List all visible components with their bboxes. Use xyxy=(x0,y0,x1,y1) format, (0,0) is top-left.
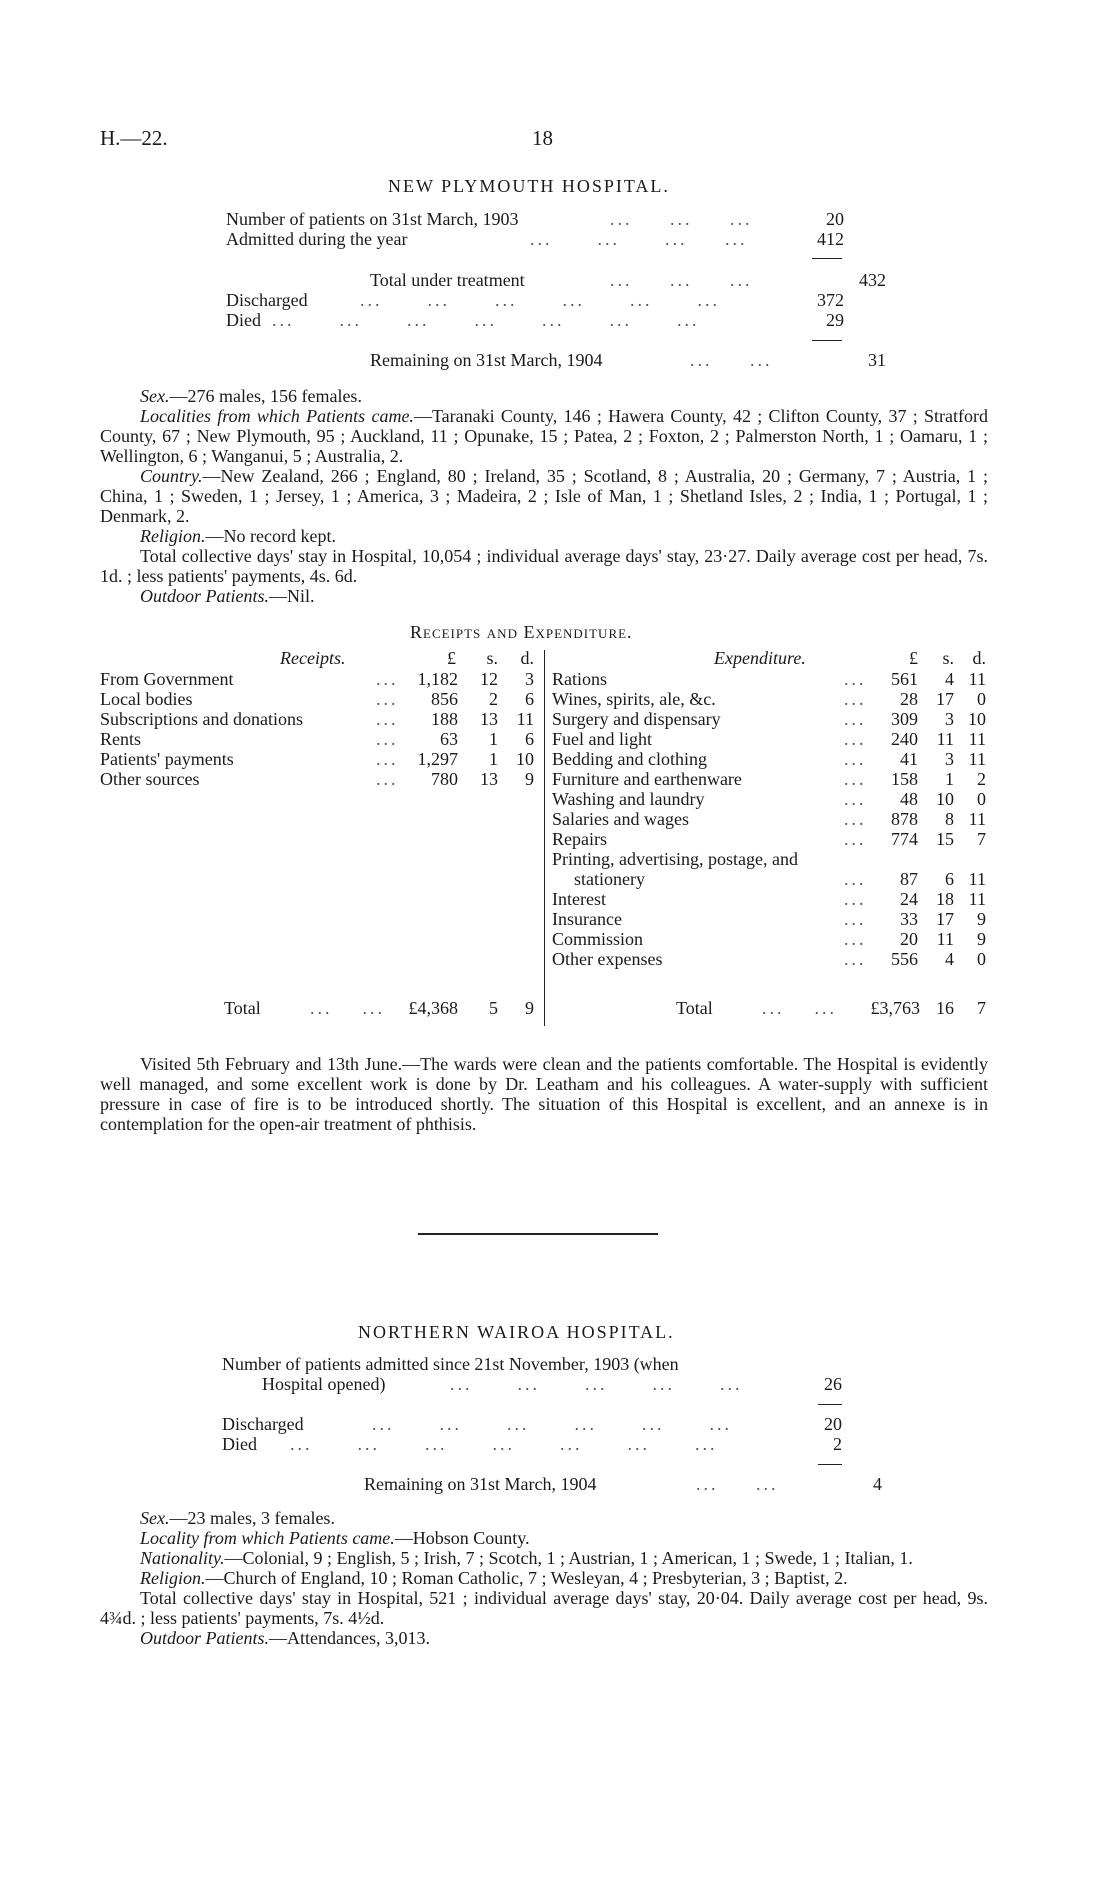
nw-outdoor xyxy=(100,1628,988,1648)
expenditure-shillings: 15 xyxy=(936,829,954,849)
expenditure-label: Washing and laundry xyxy=(552,789,705,809)
page-reference: H.—22. xyxy=(100,126,168,150)
np-sex xyxy=(100,386,988,406)
receipt-pence: 10 xyxy=(516,749,534,769)
receipts-total-pounds: £4,368 xyxy=(408,998,458,1018)
expenditure-pence: 11 xyxy=(968,809,986,829)
leader-dots: ... xyxy=(844,689,867,709)
np-religion-label: Religion. xyxy=(140,526,206,546)
receipt-shillings: 1 xyxy=(489,749,498,769)
expenditure-label: Repairs xyxy=(552,829,607,849)
leader-dots: ... ... xyxy=(310,998,385,1018)
nw-discharged-value: 20 xyxy=(824,1414,842,1434)
expenditure-shillings: 10 xyxy=(936,789,954,809)
expenditure-shillings: 4 xyxy=(945,949,954,969)
expenditure-pence: 0 xyxy=(977,949,986,969)
table-divider xyxy=(544,650,545,1026)
expenditure-shillings: 18 xyxy=(936,889,954,909)
section-title-northern-wairoa: NORTHERN WAIROA HOSPITAL. xyxy=(358,1322,675,1342)
nw-sex-text: —23 males, 3 females. xyxy=(169,1508,335,1528)
expenditure-pence: 11 xyxy=(968,889,986,909)
expenditure-heading: Expenditure. xyxy=(714,648,806,668)
expenditure-pounds: 28 xyxy=(900,689,918,709)
receipt-pounds: 1,297 xyxy=(417,749,458,769)
expenditure-pounds: 878 xyxy=(891,809,918,829)
nw-locality-text: —Hobson County. xyxy=(394,1528,530,1548)
expenditure-label: Furniture and earthenware xyxy=(552,769,742,789)
expenditure-shillings: 11 xyxy=(936,729,954,749)
leader-dots: ... xyxy=(376,749,399,769)
leader-dots: ... xyxy=(376,769,399,789)
nw-died-value: 2 xyxy=(833,1434,842,1454)
leader-dots: ... ... ... xyxy=(610,209,753,229)
expenditure-col-pence: d. xyxy=(972,648,986,668)
expenditure-pounds: 24 xyxy=(900,889,918,909)
expenditure-pounds: 87 xyxy=(900,869,918,889)
expenditure-label: Printing, advertising, postage, and xyxy=(552,849,798,869)
np-sex-label: Sex. xyxy=(140,386,170,406)
np-died-value: 29 xyxy=(826,310,844,330)
np-discharged-label: Discharged xyxy=(226,290,308,310)
expenditure-label: Commission xyxy=(552,929,644,949)
leader-dots: ... xyxy=(376,709,399,729)
nw-locality xyxy=(100,1528,988,1548)
np-country-text: —New Zealand, 266 ; England, 80 ; Ireland, 35 ; Scotland, 8 ; Australia, 20 ; Germany, 7 ; Austria, 1 ; China, 1 ; Sweden, 1 ; Jersey, 1 ; America, 3 ; Madeira, 2 ; Isle of Man, 1 ; Shetland Isles, 2 ; India, 1 ; Portugal, 1 ; Denmark, 2. xyxy=(100,466,988,526)
expenditure-total-label: Total xyxy=(676,998,713,1018)
nw-religion xyxy=(100,1568,988,1588)
nw-admitted-label-1: Number of patients admitted since 21st November, 1903 (when xyxy=(222,1354,679,1374)
expenditure-label: Wines, spirits, ale, &c. xyxy=(552,689,716,709)
nw-remaining-value: 4 xyxy=(873,1474,882,1494)
expenditure-pounds: 561 xyxy=(891,669,918,689)
sum-rule xyxy=(812,340,842,341)
np-religion xyxy=(100,526,988,546)
sum-rule xyxy=(812,258,842,259)
expenditure-label: Interest xyxy=(552,889,606,909)
leader-dots: ... ... ... ... ... ... ... xyxy=(272,310,700,330)
receipts-col-shillings: s. xyxy=(486,648,498,668)
receipt-label: From Government xyxy=(100,669,234,689)
receipt-shillings: 12 xyxy=(480,669,498,689)
receipt-shillings: 13 xyxy=(480,769,498,789)
np-country-label: Country. xyxy=(140,466,203,486)
nw-details xyxy=(100,1508,988,1648)
nw-admitted-label-2: Hospital opened) xyxy=(262,1374,386,1394)
expenditure-shillings: 11 xyxy=(936,929,954,949)
expenditure-pounds: 309 xyxy=(891,709,918,729)
section-title-new-plymouth: NEW PLYMOUTH HOSPITAL. xyxy=(388,176,670,196)
np-outdoor-label: Outdoor Patients. xyxy=(140,586,269,606)
receipts-expenditure-title: Receipts and Expenditure. xyxy=(410,622,633,642)
np-visited xyxy=(100,1054,988,1134)
leader-dots: ... xyxy=(844,749,867,769)
nw-outdoor-label: Outdoor Patients. xyxy=(140,1628,269,1648)
leader-dots: ... ... xyxy=(696,1474,779,1494)
nw-locality-label: Locality from which Patients came. xyxy=(140,1528,395,1548)
leader-dots: ... xyxy=(376,729,399,749)
receipt-label: Local bodies xyxy=(100,689,193,709)
nw-stay: Total collective days' stay in Hospital, 521 ; individual average days' stay, 20·04. Daily average cost per head, 9s. 4¾d. ; less patients' payments, 7s. 4½d. xyxy=(100,1588,988,1628)
leader-dots: ... ... ... ... ... xyxy=(450,1374,743,1394)
np-visited-text: Visited 5th February and 13th June.—The wards were clean and the patients comfortable. The Hospital is evidently well managed, and some excellent work is done by Dr. Leatham and his colleagues. A water-supply with sufficient pressure in case of fire is to be introduced shortly. The situation of this Hospital is excellent, and an annexe is in contemplation for the open-air treatment of phthisis. xyxy=(100,1054,988,1134)
leader-dots: ... xyxy=(844,809,867,829)
np-discharged-value: 372 xyxy=(817,290,844,310)
expenditure-pence: 9 xyxy=(977,929,986,949)
nw-sex-label: Sex. xyxy=(140,1508,170,1528)
leader-dots: ... ... ... ... xyxy=(530,229,748,249)
receipt-shillings: 2 xyxy=(489,689,498,709)
receipt-pounds: 63 xyxy=(440,729,458,749)
receipt-label: Patients' payments xyxy=(100,749,234,769)
sum-rule xyxy=(818,1404,842,1405)
expenditure-shillings: 8 xyxy=(945,809,954,829)
np-remaining-label: Remaining on 31st March, 1904 xyxy=(370,350,603,370)
expenditure-label: Bedding and clothing xyxy=(552,749,707,769)
expenditure-label: Surgery and dispensary xyxy=(552,709,721,729)
page-number: 18 xyxy=(532,126,553,150)
receipts-col-pounds: £ xyxy=(447,648,456,668)
receipt-pence: 11 xyxy=(516,709,534,729)
nw-nationality-text: —Colonial, 9 ; English, 5 ; Irish, 7 ; Scotch, 1 ; Austrian, 1 ; American, 1 ; Swede, 1 ; Italian, 1. xyxy=(224,1548,913,1568)
receipt-pounds: 780 xyxy=(431,769,458,789)
np-on-31st-value: 20 xyxy=(826,209,844,229)
np-sex-text: —276 males, 156 females. xyxy=(169,386,362,406)
receipt-label: Other sources xyxy=(100,769,200,789)
sum-rule xyxy=(818,1464,842,1465)
expenditure-pounds: 41 xyxy=(900,749,918,769)
leader-dots: ... xyxy=(844,669,867,689)
np-localities xyxy=(100,406,988,466)
leader-dots: ... xyxy=(844,769,867,789)
leader-dots: ... xyxy=(844,869,867,889)
expenditure-pence: 0 xyxy=(977,689,986,709)
expenditure-shillings: 17 xyxy=(936,689,954,709)
np-total-label: Total under treatment xyxy=(370,270,525,290)
nw-died-label: Died xyxy=(222,1434,257,1454)
expenditure-shillings: 3 xyxy=(945,749,954,769)
expenditure-pence: 7 xyxy=(977,829,986,849)
nw-outdoor-text: —Attendances, 3,013. xyxy=(269,1628,430,1648)
expenditure-pounds: 48 xyxy=(900,789,918,809)
receipt-label: Rents xyxy=(100,729,142,749)
receipts-col-pence: d. xyxy=(520,648,534,668)
np-total-value: 432 xyxy=(859,270,886,290)
receipts-total-shillings: 5 xyxy=(489,998,498,1018)
expenditure-total-pounds: £3,763 xyxy=(870,998,920,1018)
leader-dots: ... xyxy=(844,909,867,929)
leader-dots: ... xyxy=(844,709,867,729)
expenditure-shillings: 17 xyxy=(936,909,954,929)
leader-dots: ... ... ... ... ... ... xyxy=(372,1414,732,1434)
receipt-shillings: 1 xyxy=(489,729,498,749)
expenditure-label: Fuel and light xyxy=(552,729,652,749)
nw-remaining-label: Remaining on 31st March, 1904 xyxy=(364,1474,597,1494)
leader-dots: ... ... xyxy=(762,998,837,1018)
expenditure-total-shillings: 16 xyxy=(936,998,954,1018)
receipt-label: Subscriptions and donations xyxy=(100,709,303,729)
expenditure-pounds: 774 xyxy=(891,829,918,849)
leader-dots: ... xyxy=(844,789,867,809)
expenditure-pence: 9 xyxy=(977,909,986,929)
np-details xyxy=(100,386,988,606)
expenditure-label: Rations xyxy=(552,669,608,689)
expenditure-shillings: 6 xyxy=(945,869,954,889)
expenditure-pence: 10 xyxy=(968,709,986,729)
expenditure-pounds: 158 xyxy=(891,769,918,789)
np-localities-text: —Taranaki County, 146 ; Hawera County, 42 ; Clifton County, 37 ; Stratford County, 67 ; New Plymouth, 95 ; Auckland, 11 ; Opunake, 15 ; Patea, 2 ; Foxton, 2 ; Palmerston North, 1 ; Oamaru, 1 ; Wellington, 6 ; Wanganui, 5 ; Australia, 2. xyxy=(100,406,988,466)
receipt-pounds: 856 xyxy=(431,689,458,709)
nw-sex xyxy=(100,1508,988,1528)
leader-dots: ... xyxy=(844,949,867,969)
expenditure-pence: 2 xyxy=(977,769,986,789)
expenditure-pounds: 33 xyxy=(900,909,918,929)
nw-religion-text: —Church of England, 10 ; Roman Catholic, 7 ; Wesleyan, 4 ; Presbyterian, 3 ; Baptist, 2. xyxy=(205,1568,848,1588)
np-admitted-label: Admitted during the year xyxy=(226,229,408,249)
np-outdoor xyxy=(100,586,988,606)
expenditure-pence: 11 xyxy=(968,869,986,889)
leader-dots: ... ... xyxy=(690,350,773,370)
expenditure-total-pence: 7 xyxy=(977,998,986,1018)
receipts-total-pence: 9 xyxy=(525,998,534,1018)
expenditure-pence: 11 xyxy=(968,749,986,769)
leader-dots: ... xyxy=(844,829,867,849)
leader-dots: ... xyxy=(844,729,867,749)
expenditure-pence: 0 xyxy=(977,789,986,809)
expenditure-col-pounds: £ xyxy=(909,648,918,668)
np-remaining-value: 31 xyxy=(868,350,886,370)
np-country xyxy=(100,466,988,526)
np-admitted-value: 412 xyxy=(817,229,844,249)
nw-religion-label: Religion. xyxy=(140,1568,206,1588)
nw-admitted-value: 26 xyxy=(824,1374,842,1394)
section-separator xyxy=(418,1233,658,1235)
leader-dots: ... xyxy=(844,889,867,909)
leader-dots: ... xyxy=(376,669,399,689)
receipt-pence: 6 xyxy=(525,689,534,709)
receipt-pounds: 1,182 xyxy=(417,669,458,689)
np-on-31st-label: Number of patients on 31st March, 1903 xyxy=(226,209,519,229)
leader-dots: ... xyxy=(376,689,399,709)
expenditure-label: Other expenses xyxy=(552,949,663,969)
expenditure-shillings: 4 xyxy=(945,669,954,689)
receipt-shillings: 13 xyxy=(480,709,498,729)
expenditure-shillings: 3 xyxy=(945,709,954,729)
expenditure-label: Insurance xyxy=(552,909,622,929)
receipts-heading: Receipts. xyxy=(280,648,346,668)
leader-dots: ... xyxy=(844,929,867,949)
receipt-pence: 3 xyxy=(525,669,534,689)
expenditure-shillings: 1 xyxy=(945,769,954,789)
receipt-pounds: 188 xyxy=(431,709,458,729)
nw-nationality xyxy=(100,1548,988,1568)
receipt-pence: 6 xyxy=(525,729,534,749)
expenditure-pence: 11 xyxy=(968,669,986,689)
receipt-pence: 9 xyxy=(525,769,534,789)
expenditure-label: Salaries and wages xyxy=(552,809,689,829)
receipts-total-label: Total xyxy=(224,998,261,1018)
expenditure-label: stationery xyxy=(574,869,645,889)
leader-dots: ... ... ... xyxy=(610,270,753,290)
leader-dots: ... ... ... ... ... ... ... xyxy=(290,1434,718,1454)
expenditure-pence: 11 xyxy=(968,729,986,749)
leader-dots: ... ... ... ... ... ... xyxy=(360,290,720,310)
np-localities-label: Localities from which Patients came. xyxy=(140,406,414,426)
np-died-label: Died xyxy=(226,310,261,330)
np-stay: Total collective days' stay in Hospital, 10,054 ; individual average days' stay, 23·27. Daily average cost per head, 7s. 1d. ; less patients' payments, 4s. 6d. xyxy=(100,546,988,586)
nw-discharged-label: Discharged xyxy=(222,1414,304,1434)
expenditure-pounds: 240 xyxy=(891,729,918,749)
expenditure-pounds: 556 xyxy=(891,949,918,969)
expenditure-col-shillings: s. xyxy=(942,648,954,668)
nw-nationality-label: Nationality. xyxy=(140,1548,225,1568)
np-outdoor-text: —Nil. xyxy=(269,586,315,606)
np-religion-text: —No record kept. xyxy=(205,526,336,546)
expenditure-pounds: 20 xyxy=(900,929,918,949)
